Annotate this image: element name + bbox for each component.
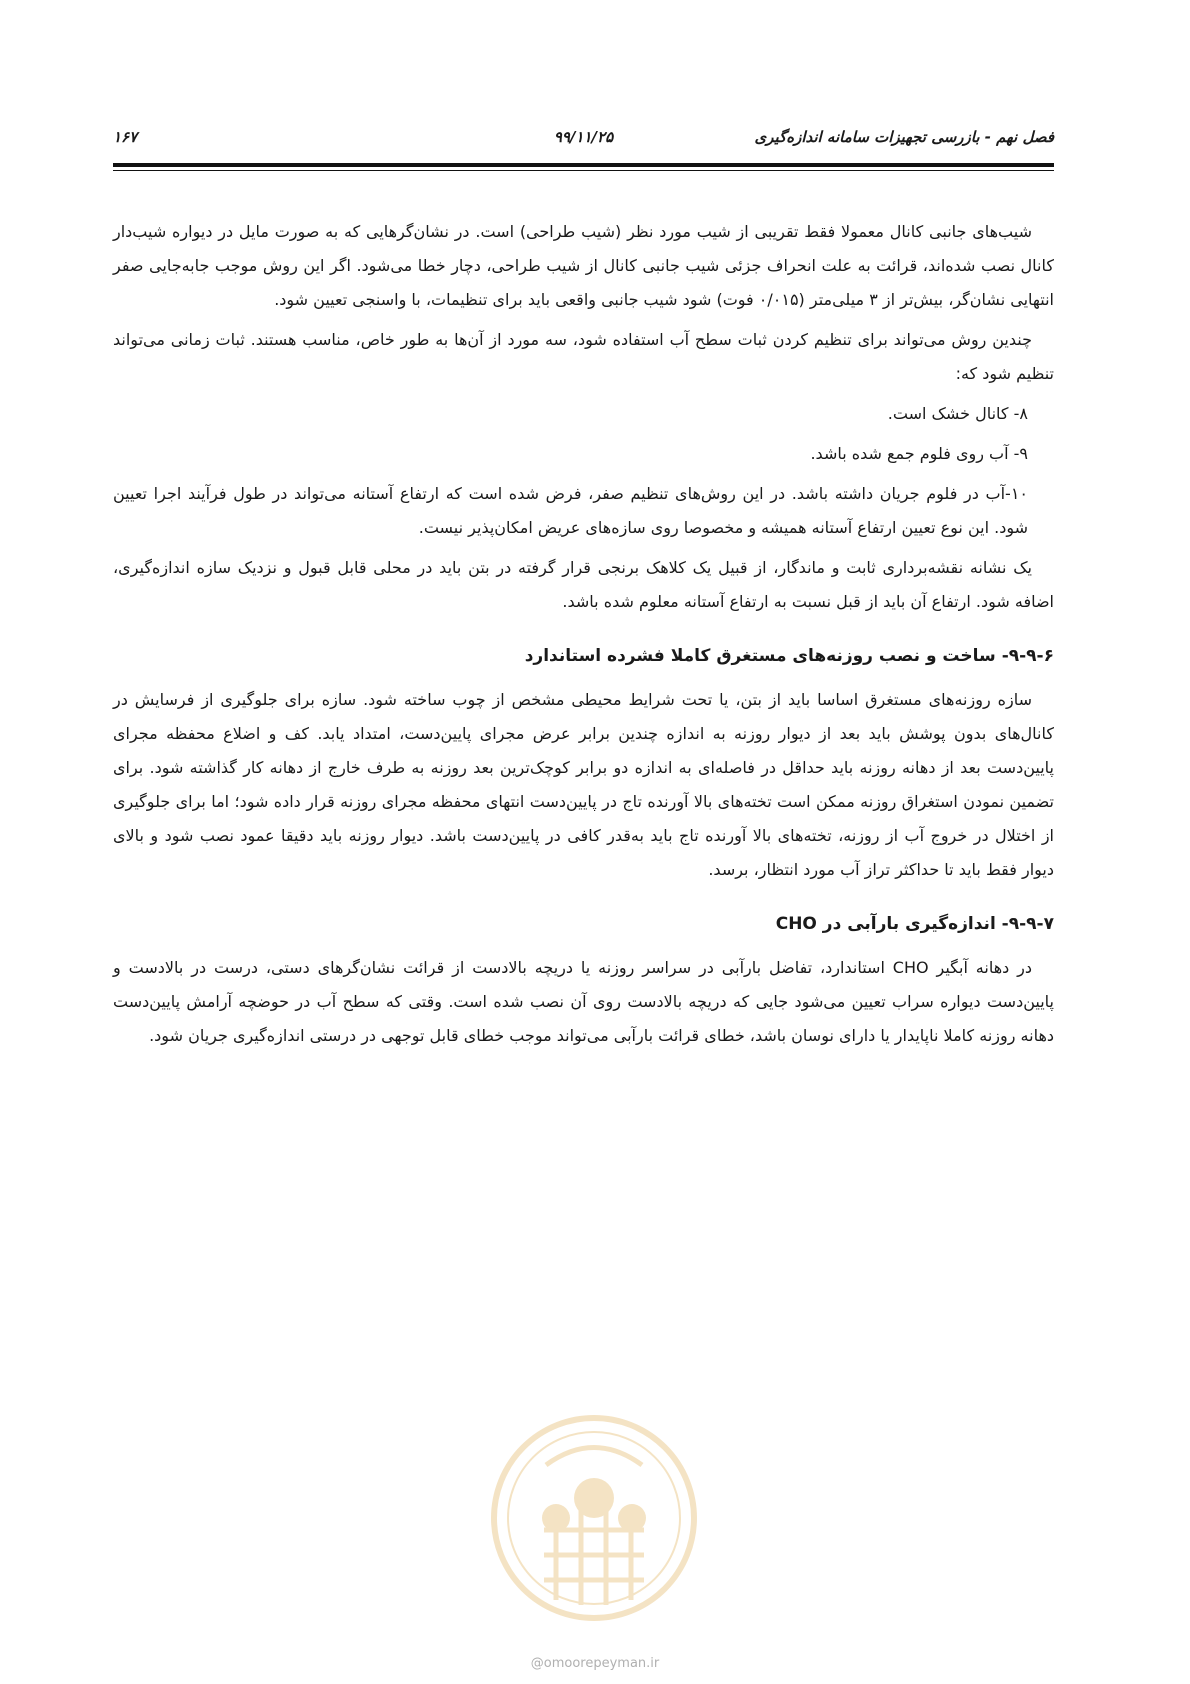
page-number: ۱۶۷	[113, 128, 138, 146]
header-date: ۹۹/۱۱/۲۵	[553, 128, 614, 146]
list-item-10: ۱۰-آب در فلوم جریان داشته باشد. در این روش‌های تنظیم صفر، فرض شده است که ارتفاع آستانه می‌تواند در طول فرآیند اجرا تعیین شود. این نوع تعیین ارتفاع آستانه همیشه و مخصوصا روی سازه‌های عریض امکان‌پذیر نیست.	[113, 484, 1028, 537]
page-header	[113, 128, 1054, 152]
chapter-title: فصل نهم - بازرسی تجهیزات سامانه اندازه‌گیری	[754, 128, 1054, 146]
page-body	[113, 215, 1054, 1059]
section-heading-orifice-construction: ۹-۹-۶- ساخت و نصب روزنه‌های مستغرق کاملا فشرده استاندارد	[524, 646, 1054, 666]
paragraph-recorder-methods: چندین روش می‌تواند برای تنظیم کردن ثبات سطح آب استفاده شود، سه مورد از آن‌ها به طور خاص، مناسب هستند. ثبات زمانی می‌تواند تنظیم شود که:	[113, 330, 1054, 383]
paragraph-orifice-construction: سازه روزنه‌های مستغرق اساسا باید از بتن، یا تحت شرایط محیطی مشخص از چوب ساخته شود. سازه برای جلوگیری از فرسایش در کانال‌های بدون پوشش باید بعد از دیوار روزنه به اندازه چندین برابر عرض مجرای پایین‌دست، امتداد یابد. کف و اضلاع محفظه مجرای پایین‌دست بعد از دهانه روزنه باید حداقل در فاصله‌ای به اندازه دو برابر کوچک‌ترین بعد روزنه به طرف خارج از دهانه کار گذاشته شود. برای تضمین نمودن استغراق روزنه ممکن است تخته‌های بالا آورنده تاج در پایین‌دست انتهای محفظه مجرای روزنه قرار داده شود؛ اما برای جلوگیری از اختلال در خروج آب از روزنه، تخته‌های بالا آورنده تاج باید به‌قدر کافی در پایین‌دست باشد. دیوار روزنه باید دقیقا عمود نصب شود و بالای دیوار فقط باید تا حداکثر تراز آب مورد انتظار، برسد.	[113, 690, 1054, 879]
watermark-site: @omoorepeyman.ir	[530, 1656, 660, 1671]
paragraph-head-measurement: در دهانه آبگیر CHO استاندارد، تفاضل بارآبی در سراسر روزنه یا دریچه بالادست از قرائت نشان‌گرهای دستی، درست در بالادست و پایین‌دست دیواره سراب تعیین می‌شود جایی که دریچه بالادست روی آن نصب شده است. وقتی که سطح آب در حوضچه آرامش پایین‌دست دهانه روزنه کاملا ناپایدار یا دارای نوسان باشد، خطای قرائت بارآبی می‌تواند موجب خطای قابل توجهی در درستی اندازه‌گیری جریان شود.	[113, 958, 1054, 1045]
paragraph-benchmark: یک نشانه نقشه‌برداری ثابت و ماندگار، از قبیل یک کلاهک برنجی قرار گرفته در بتن باید در محلی قابل قبول و نزدیک سازه اندازه‌گیری، اضافه شود. ارتفاع آن باید از قبل نسبت به ارتفاع آستانه معلوم شده باشد.	[113, 558, 1054, 611]
header-rule-thick	[113, 163, 1054, 167]
watermark-logo-icon	[486, 1410, 702, 1626]
header-rule-thin	[113, 170, 1054, 171]
list-item-9: ۹- آب روی فلوم جمع شده باشد.	[810, 444, 1028, 463]
list-item-8: ۸- کانال خشک است.	[887, 404, 1028, 423]
section-heading-head-measurement: ۹-۹-۷- اندازه‌گیری بارآبی در CHO	[775, 914, 1054, 934]
paragraph-side-slopes: شیب‌های جانبی کانال معمولا فقط تقریبی از شیب مورد نظر (شیب طراحی) است. در نشان‌گرهایی که به صورت مایل در دیواره شیب‌دار کانال نصب شده‌اند، قرائت به علت انحراف جزئی شیب جانبی کانال از شیب طراحی، دچار خطا می‌شود. اگر این روش موجب جابه‌جایی صفر انتهایی نشان‌گر، بیش‌تر از ۳ میلی‌متر (۰/۰۱۵ فوت) شود شیب جانبی واقعی باید برای تنظیمات، با واسنجی تعیین شود.	[113, 222, 1054, 309]
